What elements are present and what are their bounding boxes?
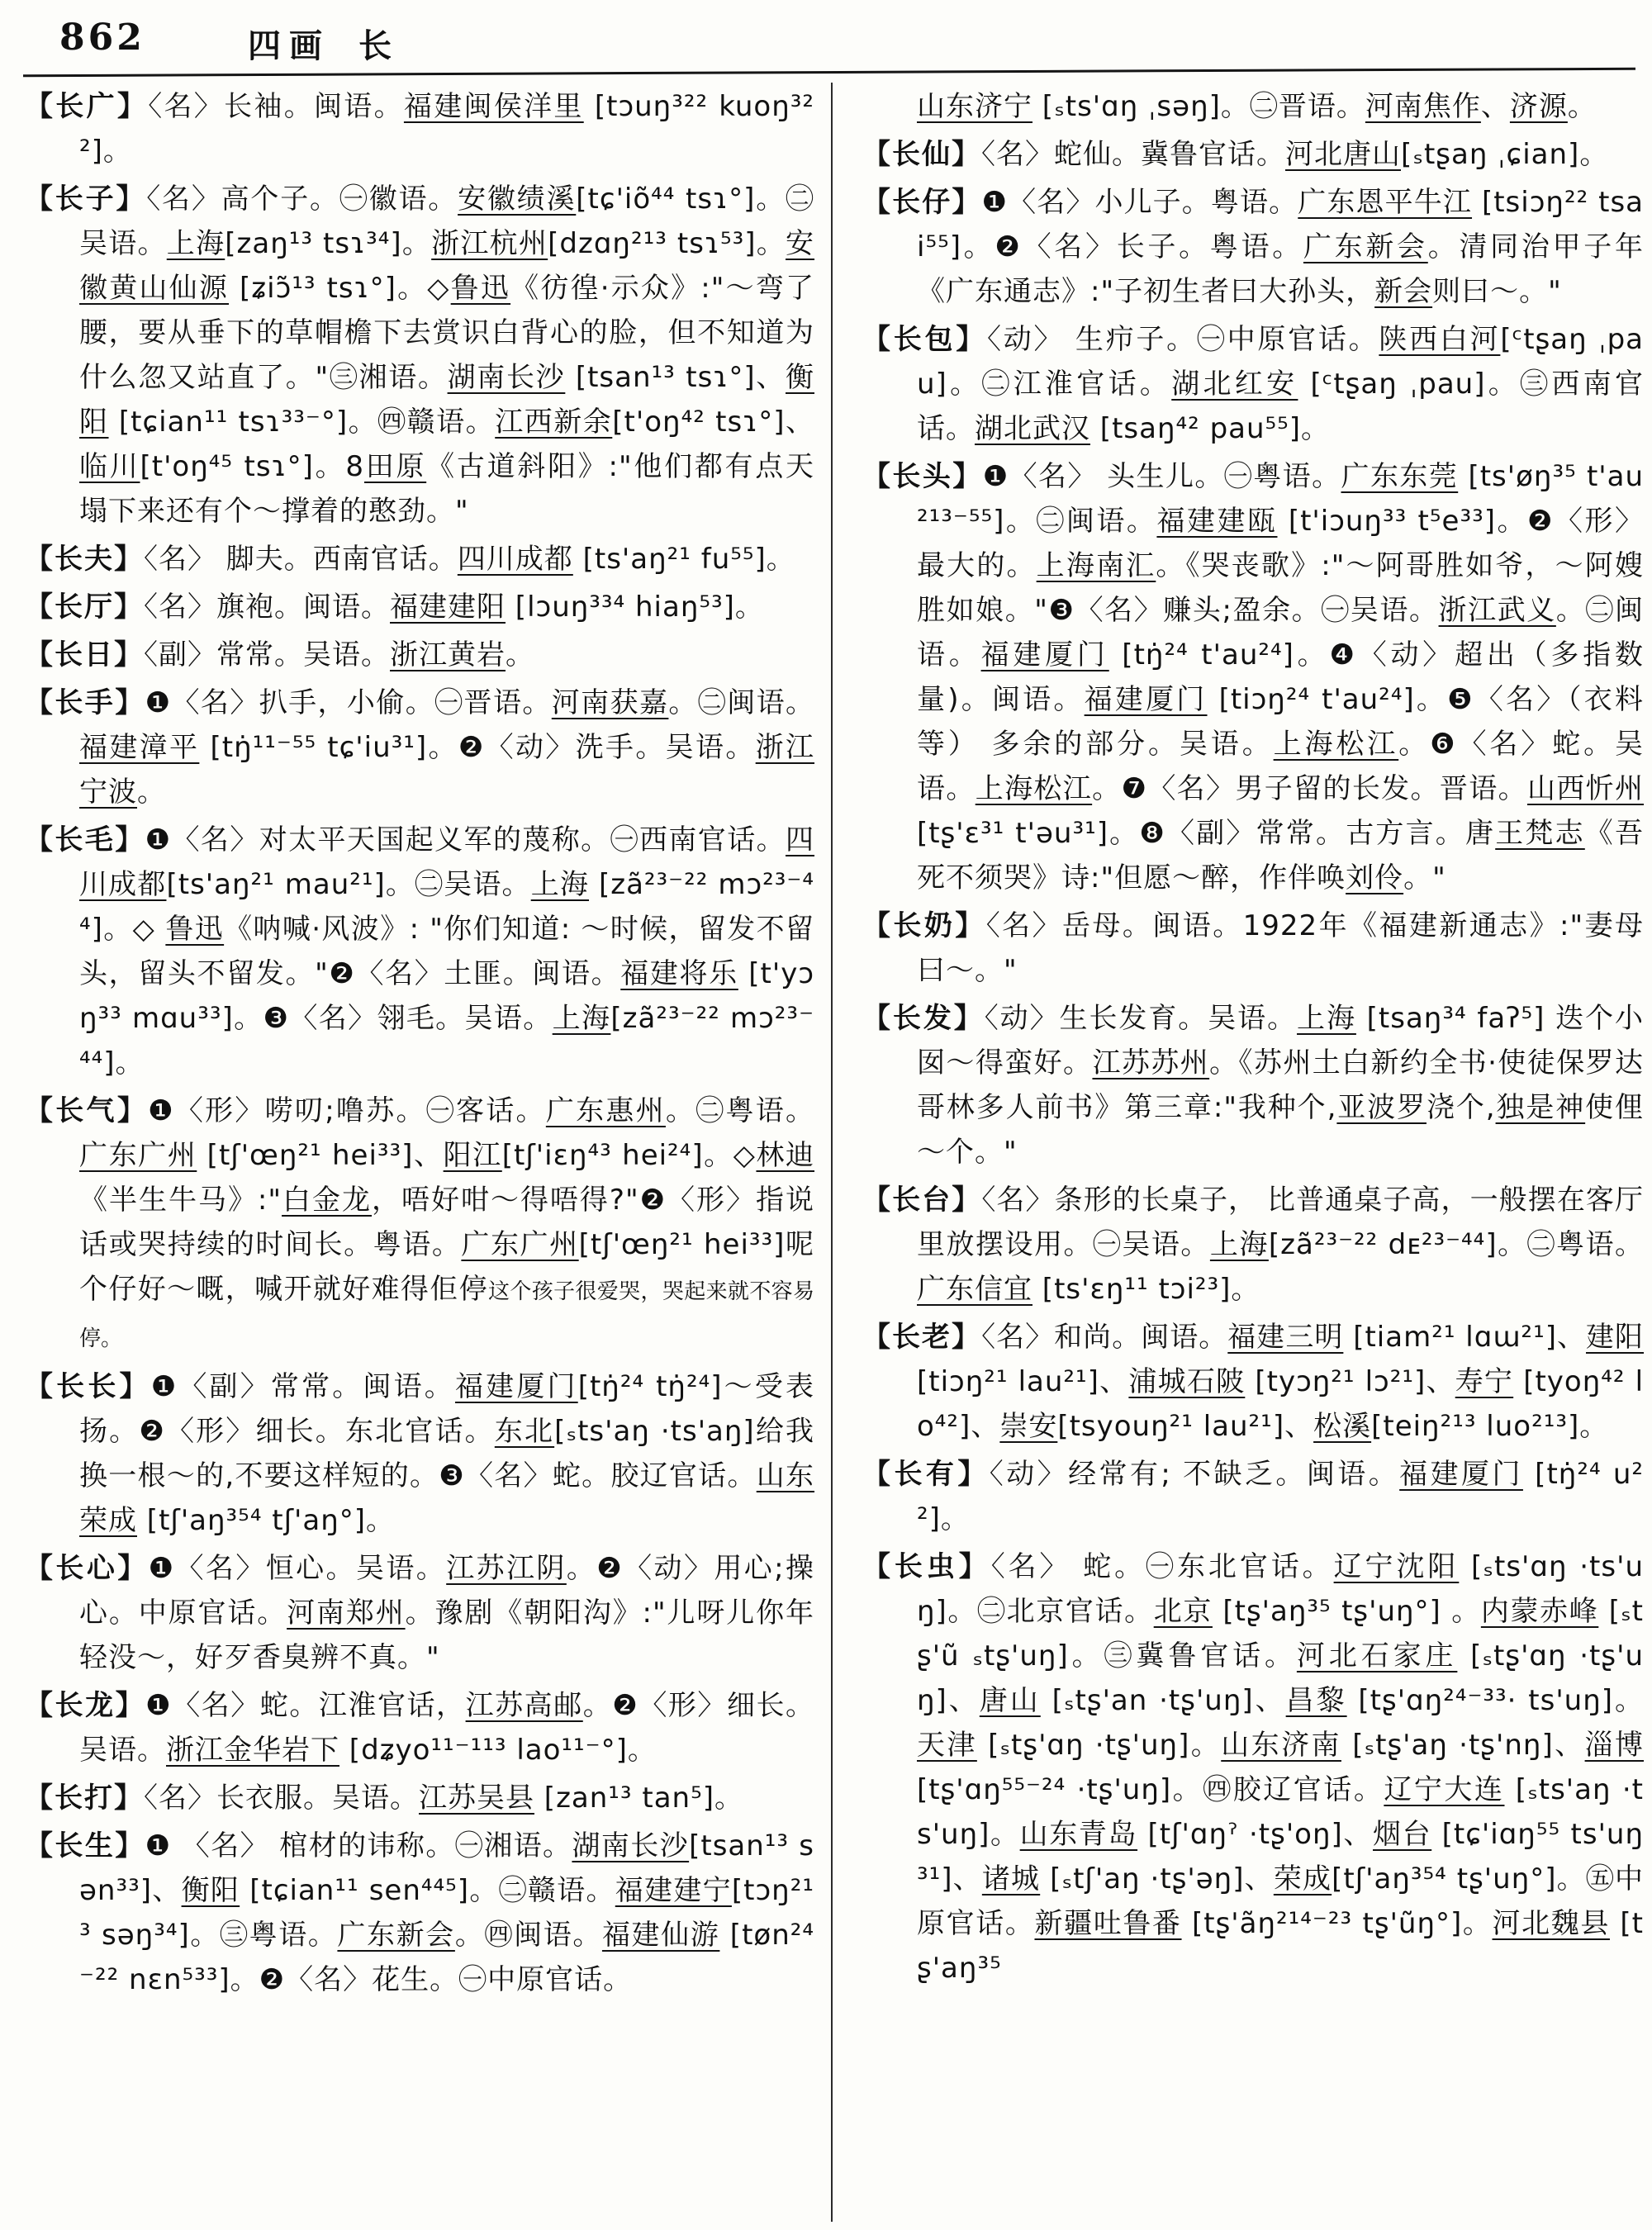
entry-headword: 【长生】 xyxy=(25,1829,145,1862)
proper-noun-underlined: 诸城 xyxy=(981,1862,1041,1896)
proper-noun-underlined: 广东新会 xyxy=(1303,230,1428,263)
proper-noun-underlined: 陕西白河 xyxy=(1379,323,1501,356)
section-header xyxy=(248,20,400,67)
proper-noun-underlined: 福建建宁 xyxy=(615,1874,732,1907)
entry-headword: 【长虫】 xyxy=(862,1550,991,1583)
proper-noun-underlined: 浙江宁波 xyxy=(79,731,815,809)
proper-noun-underlined: 福建建阳 xyxy=(390,591,506,624)
entry-headword: 【长子】 xyxy=(25,183,147,216)
proper-noun-underlined: 松溪 xyxy=(1313,1410,1372,1443)
proper-noun-underlined: 崇安 xyxy=(999,1410,1058,1443)
dictionary-entry xyxy=(862,996,1644,1174)
dictionary-entry xyxy=(25,1089,814,1361)
dictionary-entry xyxy=(862,1178,1644,1312)
proper-noun-underlined: 上海松江 xyxy=(1273,728,1399,761)
proper-noun-underlined: 广东信宜 xyxy=(917,1273,1032,1306)
entry-body: 〈动〉 生疖子。㊀中原官话。陕西白河[ᶜtʂaŋ ˌpau]。㊁江淮官话。湖北红安 [ᶜtʂaŋ ˌpau]。㊂西南官话。湖北武汉 [tsaŋ⁴² pau⁵⁵]。 xyxy=(917,323,1644,445)
proper-noun-underlined: 上海 xyxy=(166,227,225,260)
proper-noun-underlined: 福建厦门 xyxy=(1399,1458,1523,1491)
entry-body: ❶〈名〉蛇。江淮官话，江苏高邮。❷〈形〉细长。吴语。浙江金华岩下 [dʑyo¹¹⁻¹¹³ lao¹¹⁻°]。 xyxy=(79,1689,815,1767)
page-number: 862 xyxy=(59,17,145,59)
proper-noun-underlined: 亚波罗 xyxy=(1336,1091,1427,1124)
entry-headword: 【长广】 xyxy=(25,90,149,123)
header-rule xyxy=(23,68,1635,78)
dictionary-entry xyxy=(25,585,814,629)
proper-noun-underlined: 山东济宁 xyxy=(917,90,1032,123)
proper-noun-underlined: 昌黎 xyxy=(1285,1684,1347,1717)
proper-noun-underlined: 广东新会 xyxy=(337,1919,455,1952)
entry-body: 〈名〉蛇仙。冀鲁官话。河北唐山[ₛtʂaŋ ˌɕian]。 xyxy=(981,138,1609,171)
proper-noun-underlined: 浙江黄岩 xyxy=(390,638,506,671)
proper-noun-underlined: 湖南长沙 xyxy=(572,1829,690,1862)
proper-noun-underlined: 安徽绩溪 xyxy=(458,183,577,216)
dictionary-entry xyxy=(25,818,814,1085)
entry-body: 〈名〉旗袍。闽语。福建建阳 [lɔuŋ³³⁴ hiaŋ⁵³]。 xyxy=(144,591,764,624)
proper-noun-underlined: 福建厦门 xyxy=(980,638,1109,671)
proper-noun-underlined: 山东济南 xyxy=(1221,1729,1341,1762)
proper-noun-underlined: 福建厦门 xyxy=(1084,683,1208,716)
right-column xyxy=(862,84,1644,1994)
proper-noun-underlined: 荣成 xyxy=(1273,1862,1332,1896)
proper-noun-underlined: 福建厦门 xyxy=(454,1370,578,1403)
proper-noun-underlined: 四川成都 xyxy=(79,823,815,901)
proper-noun-underlined: 河南获嘉 xyxy=(551,686,669,719)
proper-noun-underlined: 福建闽侯洋里 xyxy=(403,90,584,123)
proper-noun-underlined: 临川 xyxy=(79,450,140,483)
dictionary-entry xyxy=(25,633,814,677)
proper-noun-underlined: 广东惠州 xyxy=(545,1094,666,1127)
proper-noun-underlined: 福建将乐 xyxy=(620,957,738,990)
proper-noun-underlined: 新疆吐鲁番 xyxy=(1034,1907,1182,1940)
proper-noun-underlined: 河北石家庄 xyxy=(1296,1639,1458,1672)
proper-noun-underlined: 上海南汇 xyxy=(1036,549,1156,582)
dictionary-entry xyxy=(25,1776,814,1820)
entry-headword: 【长厅】 xyxy=(25,591,144,624)
proper-noun-underlined: 广东广州 xyxy=(461,1228,579,1261)
proper-noun-underlined: 江苏高邮 xyxy=(465,1689,583,1722)
entry-headword: 【长发】 xyxy=(862,1002,985,1035)
entry-body: ❶ 〈名〉 棺材的讳称。㊀湘语。湖南长沙[tsan¹³ sən³³]、衡阳 [tɕian¹¹ sen⁴⁴⁵]。㊁赣语。福建建宁[tɔŋ²¹³ səŋ³⁴]。㊂粤语。广东新会。㊃闽语。福建仙游 [tøn²⁴⁻²² nɛn⁵³³]。❷〈名〉花生。㊀中原官话。 xyxy=(79,1829,815,1996)
entry-headword: 【长心】 xyxy=(25,1552,149,1585)
entry-body: 〈名〉高个子。㊀徽语。安徽绩溪[tɕ'iõ⁴⁴ tsɿ°]。㊁吴语。上海[zaŋ¹³ tsɿ³⁴]。浙江杭州[dzɑŋ²¹³ tsɿ⁵³]。安徽黄山仙源 [ʑiɔ̃¹³ tsɿ°]。◇鲁迅《彷徨·示众》:"～弯了腰，要从垂下的草帽檐下去赏识白背心的脸，但不知道为什么忽又站直了。"㊂湘语。湖南长沙 [tsan¹³ tsɿ°]、衡阳 [tɕian¹¹ tsɿ³³⁻°]。㊃赣语。江西新余[t'oŋ⁴² tsɿ°]、临川[t'oŋ⁴⁵ tsɿ°]。8田原《古道斜阳》:"他们都有点天塌下来还有个～撑着的憨劲。" xyxy=(79,183,815,528)
proper-noun-underlined: 刘伶 xyxy=(1346,861,1404,894)
proper-noun-underlined: 鲁迅 xyxy=(450,272,511,305)
proper-noun-underlined: 烟台 xyxy=(1373,1818,1432,1851)
proper-noun-underlined: 福建漳平 xyxy=(79,731,200,764)
entry-body: 〈名〉 脚夫。西南官话。四川成都 [ts'aŋ²¹ fu⁵⁵]。 xyxy=(144,543,795,576)
dictionary-entry xyxy=(862,317,1644,451)
entry-body: 山东济宁 [ₛts'ɑŋ ˌsəŋ]。㊁晋语。河南焦作、济源。 xyxy=(917,90,1597,123)
entry-body: 〈名〉和尚。闽语。福建三明 [tiam²¹ lɑɯ²¹]、建阳 [tiɔŋ²¹ lau²¹]、浦城石陂 [tyɔŋ²¹ lɔ²¹]、寿宁 [tyoŋ⁴² lo⁴²]、崇安[tsyouŋ²¹ lau²¹]、松溪[teiŋ²¹³ luo²¹³]。 xyxy=(917,1321,1645,1443)
proper-noun-underlined: 上海 xyxy=(552,1002,611,1035)
proper-noun-underlined: 阳江 xyxy=(443,1139,502,1172)
entry-body: 〈动〉经常有; 不缺乏。闽语。福建厦门 [tŋ̇²⁴ u²²]。 xyxy=(917,1458,1645,1535)
proper-noun-underlined: 江苏苏州 xyxy=(1092,1046,1210,1079)
proper-noun-underlined: 江苏江阴 xyxy=(446,1552,567,1585)
proper-noun-underlined: 福建建瓯 xyxy=(1156,505,1278,538)
proper-noun-underlined: 湖北武汉 xyxy=(975,412,1090,445)
proper-noun-underlined: 天津 xyxy=(917,1729,977,1762)
proper-noun-underlined: 林迪 xyxy=(756,1139,815,1172)
entry-body: ❶〈名〉 头生儿。㊀粤语。广东东莞 [ts'øŋ³⁵ t'au²¹³⁻⁵⁵]。㊁闽语。福建建瓯 [t'iɔuŋ³³ t⁵e³³]。❷〈形〉最大的。上海南汇。《哭丧歌》:"～阿哥胜如爷，～阿嫂胜如娘。"❸〈名〉赚头;盈余。㊀吴语。浙江武义。㊁闽语。福建厦门 [tŋ̇²⁴ t'au²⁴]。❹〈动〉超出（多指数量)。闽语。福建厦门 [tiɔŋ²⁴ t'au²⁴]。❺〈名〉（衣料等） 多余的部分。吴语。上海松江。❻〈名〉蛇。吴语。上海松江。❼〈名〉男子留的长发。晋语。山西忻州[tʂ'ɛ³¹ t'əu³¹]。❽〈副〉常常。古方言。唐王梵志《吾死不须哭》诗:"但愿～醉，作伴唤刘伶。" xyxy=(917,460,1645,894)
entry-body: ❶〈副〉常常。闽语。福建厦门[tŋ̇²⁴ tŋ̇²⁴]～受表扬。❷〈形〉细长。东北官话。东北[ₛts'aŋ ·ts'aŋ]给我换一根～的,不要这样短的。❸〈名〉蛇。胶辽官话。山东荣成 [tʃ'aŋ³⁵⁴ tʃ'aŋ°]。 xyxy=(79,1370,815,1537)
proper-noun-underlined: 独是神 xyxy=(1495,1091,1586,1124)
proper-noun-underlined: 湖南长沙 xyxy=(447,361,566,394)
proper-noun-underlined: 山西忻州 xyxy=(1526,772,1645,805)
proper-noun-underlined: 上海 xyxy=(530,868,590,901)
proper-noun-underlined: 唐山 xyxy=(979,1684,1041,1717)
entry-headword: 【长老】 xyxy=(862,1321,982,1354)
entry-body: 〈名〉长衣服。吴语。江苏吴县 [zan¹³ tan⁵]。 xyxy=(144,1782,743,1815)
left-column xyxy=(25,84,814,2005)
proper-noun-underlined: 四川成都 xyxy=(457,543,573,576)
proper-noun-underlined: 山东荣成 xyxy=(79,1459,815,1537)
proper-noun-underlined: 河南郑州 xyxy=(287,1597,406,1630)
proper-noun-underlined: 淄博 xyxy=(1584,1729,1645,1762)
entry-headword: 【长气】 xyxy=(25,1094,149,1127)
entry-headword: 【长长】 xyxy=(25,1370,151,1403)
entry-body: ❶〈形〉唠叨;噜苏。㊀客话。广东惠州。㊁粤语。广东广州 [tʃ'œŋ²¹ hei³³]、阳江[tʃ'iɛŋ⁴³ hei²⁴]。◇林迪《半生牛马》:"白金龙，唔好咁～得唔得?"❷〈形〉指说话或哭持续的时间长。粤语。广东广州[tʃ'œŋ²¹ hei³³]呢个仔好～嘅，喊开就好难得佢停这个孩子很爱哭，哭起来就不容易停。 xyxy=(79,1094,815,1351)
proper-noun-underlined: 内蒙赤峰 xyxy=(1480,1595,1599,1628)
proper-noun-underlined: 广东恩平牛江 xyxy=(1298,186,1473,219)
entry-headword: 【长仙】 xyxy=(862,138,981,171)
proper-noun-underlined: 寿宁 xyxy=(1455,1365,1514,1398)
proper-noun-underlined: 江苏吴县 xyxy=(419,1782,534,1815)
dictionary-entry xyxy=(862,1544,1644,1990)
proper-noun-underlined: 河南焦作 xyxy=(1365,90,1481,123)
entry-headword: 【长手】 xyxy=(25,686,145,719)
entry-headword: 【长日】 xyxy=(25,638,144,671)
dictionary-entry xyxy=(25,1683,814,1772)
proper-noun-underlined: 上海 xyxy=(1297,1002,1356,1035)
entry-headword: 【长夫】 xyxy=(25,543,144,576)
dictionary-entry xyxy=(25,1824,814,2002)
proper-noun-underlined: 浦城石陂 xyxy=(1128,1365,1246,1398)
dictionary-entry xyxy=(25,1364,814,1543)
proper-noun-underlined: 广东广州 xyxy=(79,1139,197,1172)
proper-noun-underlined: 福建仙游 xyxy=(601,1919,720,1952)
proper-noun-underlined: 田原 xyxy=(363,450,427,483)
entry-body: 〈名〉长袖。闽语。福建闽侯洋里 [tɔuŋ³²² kuoŋ³²²]。 xyxy=(79,90,815,168)
entry-headword: 【长有】 xyxy=(862,1458,990,1491)
entry-body: 〈副〉常常。吴语。浙江黄岩。 xyxy=(144,638,534,671)
entry-body: ❶〈名〉小儿子。粤语。广东恩平牛江 [tsiɔŋ²² tsai⁵⁵]。❷〈名〉长子。粤语。广东新会。清同治甲子年《广东通志》:"子初生者曰大孙头，新会则曰～。" xyxy=(917,186,1645,308)
entry-headword: 【长台】 xyxy=(862,1184,982,1217)
proper-noun-underlined: 东北 xyxy=(494,1415,555,1448)
proper-noun-underlined: 安徽黄山仙源 xyxy=(79,227,815,305)
dictionary-entry xyxy=(25,84,814,173)
entry-body: ❶〈名〉扒手，小偷。㊀晋语。河南获嘉。㊁闽语。福建漳平 [tŋ̇¹¹⁻⁵⁵ tɕ'iu³¹]。❷〈动〉洗手。吴语。浙江宁波。 xyxy=(79,686,815,809)
proper-noun-underlined: 湖北红安 xyxy=(1171,368,1298,401)
proper-noun-underlined: 浙江武义 xyxy=(1438,594,1556,627)
proper-noun-underlined: 衡阳 xyxy=(181,1874,240,1907)
proper-noun-underlined: 白金龙 xyxy=(282,1184,372,1217)
proper-noun-underlined: 衡阳 xyxy=(79,361,814,439)
entry-body: ❶〈名〉恒心。吴语。江苏江阴。❷〈动〉用心;操心。中原官话。河南郑州。豫剧《朝阳沟》:"儿呀儿你年轻没～，好歹香臭辨不真。" xyxy=(79,1552,815,1674)
proper-noun-underlined: 上海松江 xyxy=(975,772,1093,805)
entry-headword: 【长毛】 xyxy=(25,823,145,856)
proper-noun-underlined: 浙江金华岩下 xyxy=(166,1734,339,1767)
entry-body: 〈动〉生长发育。吴语。上海 [tsaŋ³⁴ faʔ⁵] 迭个小囡～得蛮好。江苏苏州。《苏州土白新约全书·使徒保罗达哥林多人前书》第三章:"我种个,亚波罗浇个,独是神使俚～个。" xyxy=(917,1002,1645,1169)
entry-headword: 【长仔】 xyxy=(862,186,982,219)
dictionary-entry xyxy=(25,177,814,534)
dictionary-entry xyxy=(862,1452,1644,1541)
proper-noun-underlined: 鲁迅 xyxy=(165,913,225,946)
proper-noun-underlined: 新会 xyxy=(1374,275,1433,308)
proper-noun-underlined: 王梵志 xyxy=(1495,817,1585,850)
proper-noun-underlined: 济源 xyxy=(1509,90,1568,123)
dictionary-entry xyxy=(862,180,1644,314)
entry-body: 〈名〉条形的长桌子， 比普通桌子高，一般摆在客厅里放摆设用。㊀吴语。上海[zã²³⁻²² dᴇ²³⁻⁴⁴]。㊁粤语。广东信宜 [ts'ɛŋ¹¹ tɔi²³]。 xyxy=(917,1184,1645,1306)
proper-noun-underlined: 辽宁大连 xyxy=(1384,1773,1505,1806)
entry-headword: 【长包】 xyxy=(862,323,988,356)
entry-body: ❶〈名〉对太平天国起义军的蔑称。㊀西南官话。四川成都[ts'aŋ²¹ mau²¹]。㊁吴语。上海 [zã²³⁻²² mɔ²³⁻⁴⁴]。◇ 鲁迅《呐喊·风波》: "你们知道: ～时候，留发不留头，留头不留发。"❷〈名〉土匪。闽语。福建将乐 [t'yɔŋ³³ mɑu³³]。❸〈名〉翎毛。吴语。上海[zã²³⁻²² mɔ²³⁻⁴⁴]。 xyxy=(79,823,815,1079)
proper-noun-underlined: 山东青岛 xyxy=(1019,1818,1138,1851)
proper-noun-underlined: 河北魏县 xyxy=(1492,1907,1610,1940)
entry-headword: 【长龙】 xyxy=(25,1689,146,1722)
column-divider-line xyxy=(831,83,833,2222)
radical-stroke-label: 四画 xyxy=(248,27,330,65)
dictionary-entry xyxy=(862,454,1644,900)
entry-body: 〈名〉岳母。闽语。1922年《福建新通志》:"妻母曰～。" xyxy=(917,909,1644,987)
proper-noun-underlined: 浙江杭州 xyxy=(431,227,548,260)
proper-noun-underlined: 河北唐山 xyxy=(1285,138,1401,171)
entry-headword: 【长打】 xyxy=(25,1782,144,1815)
proper-noun-underlined: 建阳 xyxy=(1586,1321,1645,1354)
proper-noun-underlined: 北京 xyxy=(1153,1595,1213,1628)
dictionary-entry xyxy=(862,1315,1644,1449)
proper-noun-underlined: 江西新余 xyxy=(495,406,613,439)
dictionary-entry xyxy=(862,132,1644,177)
dictionary-entry xyxy=(862,904,1644,993)
dictionary-entry xyxy=(25,1546,814,1680)
usage-note-small-text: 这个孩子很爱哭，哭起来就不容易停。 xyxy=(79,1279,814,1351)
entry-headword: 【长头】 xyxy=(862,460,983,493)
dictionary-entry xyxy=(25,681,814,814)
proper-noun-underlined: 辽宁沈阳 xyxy=(1333,1550,1460,1583)
entry-body: 〈名〉 蛇。㊀东北官话。辽宁沈阳 [ₛts'ɑŋ ·ts'uŋ]。㊁北京官话。北京 [tʂ'aŋ³⁵ tʂ'uŋ°] 。内蒙赤峰 [ₛtʂ'ũ ₛtʂ'uŋ]。㊂冀鲁官话。河北石家庄 [ₛtʂ'ɑŋ ·tʂ'uŋ]、唐山 [ₛtʂ'an ·tʂ'uŋ]、昌黎 [tʂ'ɑŋ²⁴⁻³³· ts'uŋ]。天津 [ₛtʂ'ɑŋ ·tʂ'uŋ]。山东济南 [ₛtʂ'aŋ ·tʂ'nŋ]、淄博 [tʂ'ɑŋ⁵⁵⁻²⁴ ·tʂ'uŋ]。㊃胶辽官话。辽宁大连 [ₛts'aŋ ·ts'uŋ]。山东青岛 [tʃ'ɑŋˀ ·tʂ'oŋ]、烟台 [tɕ'iɑŋ⁵⁵ ts'uŋ³¹]、诸城 [ₛtʃ'aŋ ·tʂ'əŋ]、荣成[tʃ'aŋ³⁵⁴ tʂ'uŋ°]。㊄中原官话。新疆吐鲁番 [tʂ'ãŋ²¹⁴⁻²³ tʂ'ũŋ°]。河北魏县 [tʂ'aŋ³⁵ xyxy=(917,1550,1645,1985)
proper-noun-underlined: 广东东莞 xyxy=(1341,460,1459,493)
proper-noun-underlined: 福建三明 xyxy=(1227,1321,1344,1354)
section-head-char: 长 xyxy=(358,27,400,65)
proper-noun-underlined: 上海 xyxy=(1209,1228,1269,1261)
dictionary-entry-continuation xyxy=(862,84,1644,129)
dictionary-entry xyxy=(25,537,814,581)
entry-headword: 【长奶】 xyxy=(862,909,986,942)
